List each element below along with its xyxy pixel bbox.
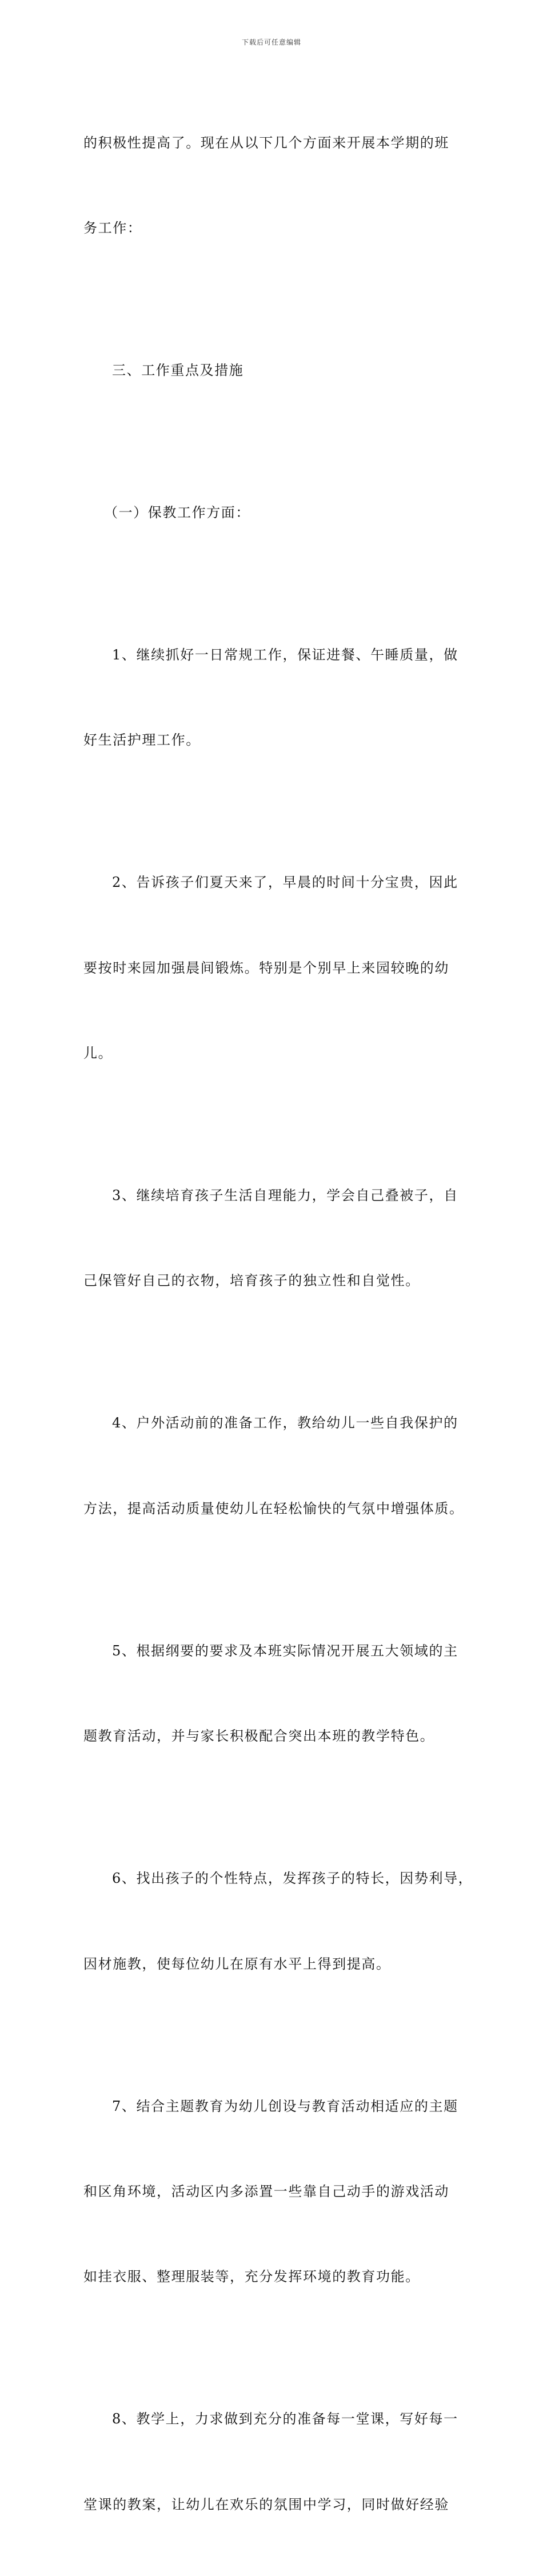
section-heading [83, 299, 463, 442]
text-line: 方法，提高活动质量使幼儿在轻松愉快的气氛中增强体质。 [83, 1500, 464, 1517]
text-line: 因材施教，使每位幼儿在原有水平上得到提高。 [83, 1955, 391, 1972]
text-line: 三、工作重点及措施 [112, 362, 244, 378]
document-body [83, 72, 473, 2576]
text-line: 6、找出孩子的个性特点，发挥孩子的特长，因势利导， [112, 1870, 473, 1887]
text-line: 好生活护理工作。 [83, 732, 201, 749]
text-line: 2、告诉孩子们夏天来了，早晨的时间十分宝贵，因此 [112, 874, 458, 891]
text-line: 的积极性提高了。现在从以下几个方面来开展本学期的班 [83, 134, 449, 151]
text-line: 题教育活动，并与家长积极配合突出本班的教学特色。 [83, 1728, 435, 1745]
text-line: （一）保教工作方面： [104, 504, 250, 521]
list-item-2 [83, 812, 463, 1125]
text-line: 3、继续培育孩子生活自理能力，学会自己叠被子，自 [112, 1187, 458, 1204]
text-line: 儿。 [83, 1045, 113, 1062]
list-item-6 [83, 1808, 473, 2035]
list-item-3 [83, 1125, 463, 1352]
text-line: 5、根据纲要的要求及本班实际情况开展五大领域的主 [112, 1642, 458, 1659]
paragraph-continuation [83, 72, 463, 299]
subsection-heading [83, 442, 463, 584]
text-line: 堂课的教案，让幼儿在欢乐的氛围中学习，同时做好经验 [83, 2496, 449, 2513]
list-item-8 [83, 2349, 463, 2576]
text-line: 务工作： [83, 219, 142, 236]
text-line: 如挂衣服、整理服装等，充分发挥环境的教育功能。 [83, 2269, 420, 2285]
text-line: 要按时来园加强晨间锻炼。特别是个别早上来园较晚的幼 [83, 959, 449, 976]
text-line: 8、教学上，力求做到充分的准备每一堂课，写好每一 [112, 2411, 458, 2427]
list-item-7 [83, 2035, 463, 2349]
list-item-4 [83, 1353, 463, 1580]
text-line: 己保管好自己的衣物，培育孩子的独立性和自觉性。 [83, 1273, 420, 1289]
text-line: 1、继续抓好一日常规工作，保证进餐、午睡质量，做 [112, 646, 458, 663]
text-line: 和区角环境，活动区内多添置一些靠自己动手的游戏活动 [83, 2183, 449, 2199]
page-header-note: 下载后可任意编辑 [241, 38, 301, 46]
list-item-5 [83, 1580, 463, 1807]
text-line: 7、结合主题教育为幼儿创设与教育活动相适应的主题 [112, 2098, 458, 2114]
text-line: 4、户外活动前的准备工作，教给幼儿一些自我保护的 [112, 1415, 458, 1431]
list-item-1 [83, 584, 463, 811]
